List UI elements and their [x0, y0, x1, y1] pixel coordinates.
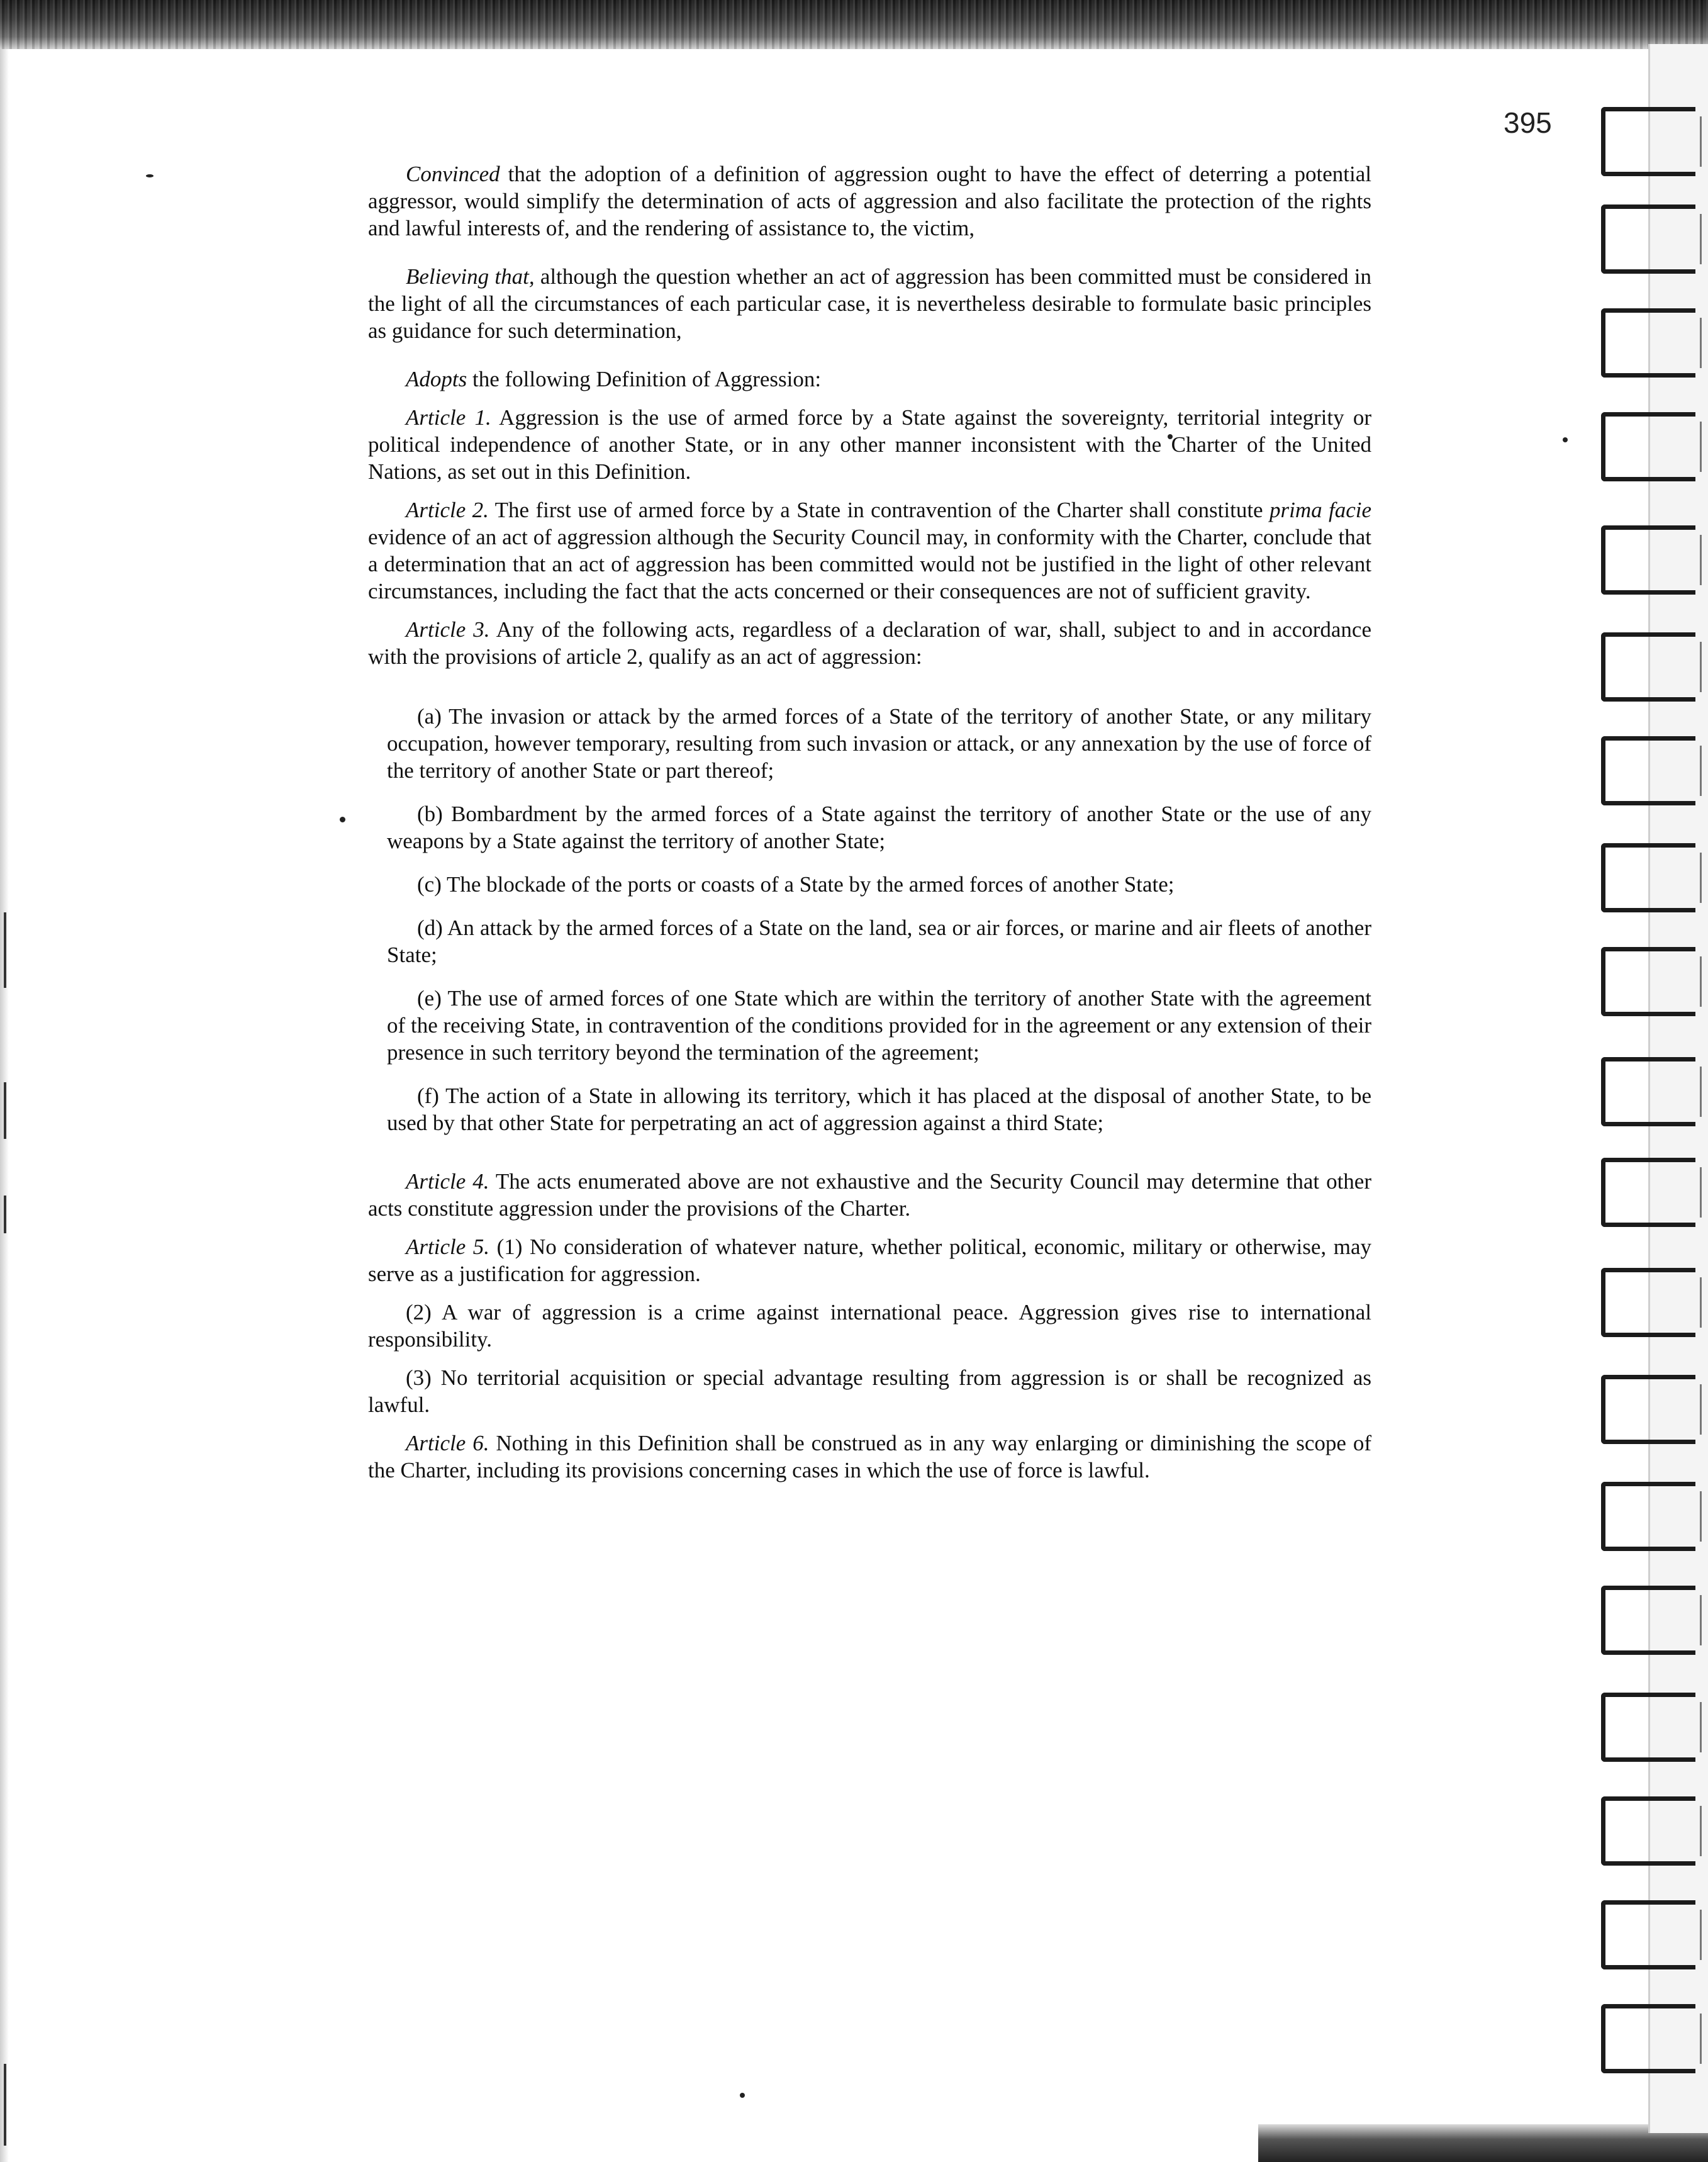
binder-ring [1601, 947, 1695, 1016]
binder-ring [1601, 1375, 1695, 1444]
article-3-item-c: (c) The blockade of the ports or coasts of a State by the armed forces of another State; [417, 872, 1175, 897]
binder-ring [1601, 1482, 1695, 1551]
binder-ring [1601, 632, 1695, 702]
binder-ring [1601, 1057, 1695, 1126]
paragraph-text: that the adoption of a definition of aggression ought to have the effect of deterring a potential aggressor, would simplify the determination of acts of aggression and also facilitate the protection of the rights and lawful interests of, and the rendering of assistance to, the victim, [368, 162, 1371, 240]
article-heading: Article 1. [406, 405, 491, 430]
page-number: 395 [1504, 106, 1552, 139]
article-1 [368, 404, 1371, 485]
binder-ring [1601, 204, 1695, 274]
binder-ring [1601, 107, 1695, 176]
binder-ring [1601, 1586, 1695, 1655]
article-6 [368, 1430, 1371, 1484]
binder-ring [1601, 412, 1695, 481]
article-3-item-b: (b) Bombardment by the armed forces of a State against the territory of another State or the use of any weapons by a State against the territory of another State; [387, 802, 1371, 853]
document-body [368, 160, 1371, 1495]
paragraph-believing [368, 263, 1371, 344]
scan-mark [4, 1082, 6, 1139]
binder-ring [1601, 525, 1695, 595]
scan-speck [146, 174, 153, 177]
binder-ring [1601, 2004, 1695, 2073]
article-text: The acts enumerated above are not exhaustive and the Security Council may determine that other acts constitute aggression under the provisions of the Charter. [368, 1169, 1371, 1221]
article-4 [368, 1168, 1371, 1222]
article-text: Nothing in this Definition shall be construed as in any way enlarging or diminishing the scope of the Charter, including its provisions concerning cases in which the use of force is lawful. [368, 1431, 1371, 1482]
binder-ring [1601, 1693, 1695, 1762]
article-heading: Article 5. [406, 1235, 490, 1259]
paragraph-text: the following Definition of Aggression: [467, 367, 822, 391]
article-emphasis: prima facie [1269, 498, 1372, 522]
paragraph-adopts [368, 366, 1371, 393]
binder-ring [1601, 1900, 1695, 1969]
binder-ring [1601, 736, 1695, 805]
article-3-item-d: (d) An attack by the armed forces of a State on the land, sea or air forces, or marine and air fleets of another State; [387, 916, 1371, 967]
article-text: Any of the following acts, regardless of a declaration of war, shall, subject to and in accordance with the provisions of article 2, qualify as an act of aggression: [368, 617, 1371, 669]
binder-ring [1601, 308, 1695, 378]
article-3-item-f: (f) The action of a State in allowing its territory, which it has placed at the disposal of another State, to be used by that other State for perpetrating an act of aggression against a third State; [387, 1084, 1371, 1135]
paragraph-lead: Adopts [406, 367, 467, 391]
article-2 [368, 496, 1371, 605]
paragraph-lead: Believing that, [406, 264, 535, 289]
scan-mark [4, 2064, 6, 2146]
article-3-item-a: (a) The invasion or attack by the armed forces of a State of the territory of another State, or any military occupation, however temporary, resulting from such invasion or attack, or any annexation by the use of force of the territory of another State or part thereof; [387, 704, 1371, 783]
binder-ring [1601, 1158, 1695, 1227]
scan-mark [4, 1196, 6, 1233]
article-heading: Article 3. [406, 617, 490, 642]
scan-speck [1563, 437, 1568, 442]
article-heading: Article 4. [406, 1169, 489, 1194]
article-3 [368, 616, 1371, 670]
article-text: evidence of an act of aggression although the Security Council may, in conformity with the Charter, conclude that a determination that an act of aggression has been committed would not be justified in the light of other relevant circumstances, including the fact that the acts concerned or their consequences are not of sufficient gravity. [368, 525, 1371, 603]
article-text: The first use of armed force by a State in contravention of the Charter shall constitute [488, 498, 1270, 522]
article-heading: Article 2. [406, 498, 489, 522]
article-heading: Article 6. [406, 1431, 489, 1455]
scan-top-border [0, 0, 1708, 49]
article-5 [368, 1233, 1371, 1287]
article-5-clause-3: (3) No territorial acquisition or special advantage resulting from aggression is or shall be recognized as lawful. [368, 1365, 1371, 1417]
paragraph-text: although the question whether an act of aggression has been committed must be considered in the light of all the circumstances of each particular case, it is nevertheless desirable to formulate basic principles as guidance for such determination, [368, 264, 1371, 343]
scan-mark [4, 912, 6, 988]
binder-ring [1601, 843, 1695, 912]
article-text: (1) No consideration of whatever nature, whether political, economic, military or otherwise, may serve as a justification for aggression. [368, 1235, 1371, 1286]
binder-ring [1601, 1268, 1695, 1337]
scan-bottom-border [1258, 2124, 1708, 2162]
binder-ring [1601, 1796, 1695, 1866]
paragraph-convinced [368, 160, 1371, 242]
article-text: Aggression is the use of armed force by a State against the sovereignty, territorial integrity or political independence of another State, or in any other manner inconsistent with the Charter of the United Nations, as set out in this Definition. [368, 405, 1372, 484]
paragraph-lead: Convinced [406, 162, 500, 186]
article-3-item-e: (e) The use of armed forces of one State which are within the territory of another State with the agreement of the receiving State, in contravention of the conditions provided for in the agreement or any extension of their presence in such territory beyond the termination of the agreement; [387, 986, 1371, 1065]
scan-speck [740, 2093, 745, 2098]
article-5-clause-2: (2) A war of aggression is a crime against international peace. Aggression gives rise to international responsibility. [368, 1300, 1371, 1352]
scan-speck [340, 817, 345, 822]
